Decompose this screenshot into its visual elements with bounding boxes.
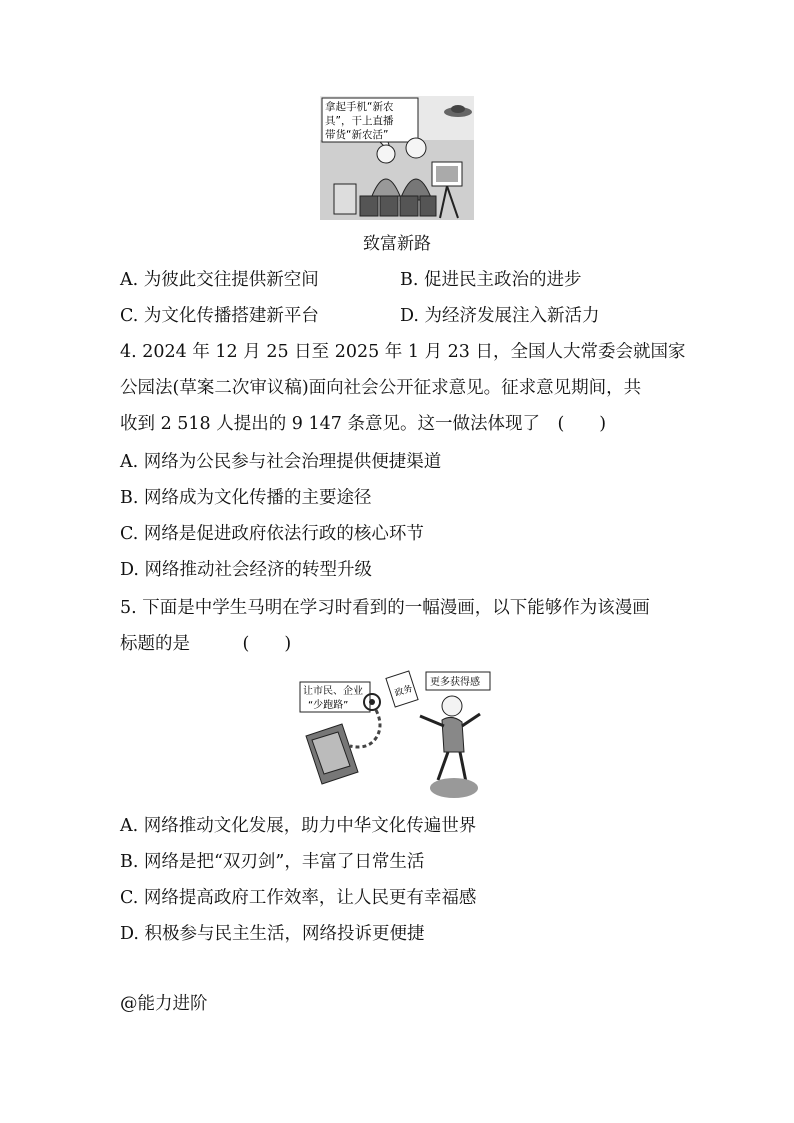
q5-stem-line-1: 5. 下面是中学生马明在学习时看到的一幅漫画，以下能够作为该漫画 — [120, 598, 650, 618]
cartoon2-paper-text: 政务 — [393, 684, 414, 700]
cartoon2-right-text: 更多获得感 — [430, 677, 480, 688]
q4-stem-line-3: 收到 2 518 人提出的 9 147 条意见。这一做法体现了 ( ) — [120, 414, 607, 434]
q4-option-a: A. 网络为公民参与社会治理提供便捷渠道 — [120, 452, 442, 472]
cartoon-online-government-drawing — [298, 666, 494, 802]
q5-option-b: B. 网络是把“双刃剑”，丰富了日常生活 — [120, 852, 425, 872]
q5-option-a: A. 网络推动文化发展，助力中华文化传遍世界 — [120, 816, 477, 836]
q5-stem-line-2: 标题的是 ( ) — [120, 634, 292, 654]
speech-line-1: 拿起手机“新农 — [325, 101, 394, 113]
cartoon2-left-line-1: 让市民、企业 — [303, 686, 363, 697]
q4-stem-line-1: 4. 2024 年 12 月 25 日至 2025 年 1 月 23 日，全国人大常委会就国家 — [120, 342, 686, 362]
q3-option-a: A. 为彼此交往提供新空间 — [120, 270, 319, 290]
cartoon-rural-livestream — [320, 96, 474, 220]
speech-line-2: 具”，干上直播 — [325, 115, 394, 127]
q4-option-d: D. 网络推动社会经济的转型升级 — [120, 560, 373, 580]
q3-option-b: B. 促进民主政治的进步 — [400, 270, 582, 290]
q4-option-c: C. 网络是促进政府依法行政的核心环节 — [120, 524, 424, 544]
q4-stem-line-2: 公园法(草案二次审议稿)面向社会公开征求意见。征求意见期间，共 — [120, 378, 642, 398]
q5-option-d: D. 积极参与民主生活，网络投诉更便捷 — [120, 924, 425, 944]
cartoon-online-government — [298, 666, 494, 802]
q4-option-b: B. 网络成为文化传播的主要途径 — [120, 488, 372, 508]
cartoon-rural-livestream-drawing — [320, 96, 474, 220]
cartoon1-caption: 致富新路 — [363, 234, 431, 254]
q3-option-c: C. 为文化传播搭建新平台 — [120, 306, 319, 326]
speech-line-3: 带货“新农活” — [325, 129, 389, 141]
q5-option-c: C. 网络提高政府工作效率，让人民更有幸福感 — [120, 888, 477, 908]
q3-option-d: D. 为经济发展注入新活力 — [400, 306, 600, 326]
cartoon2-left-line-2: “少跑路” — [308, 700, 349, 711]
section-heading: @能力进阶 — [120, 994, 208, 1014]
